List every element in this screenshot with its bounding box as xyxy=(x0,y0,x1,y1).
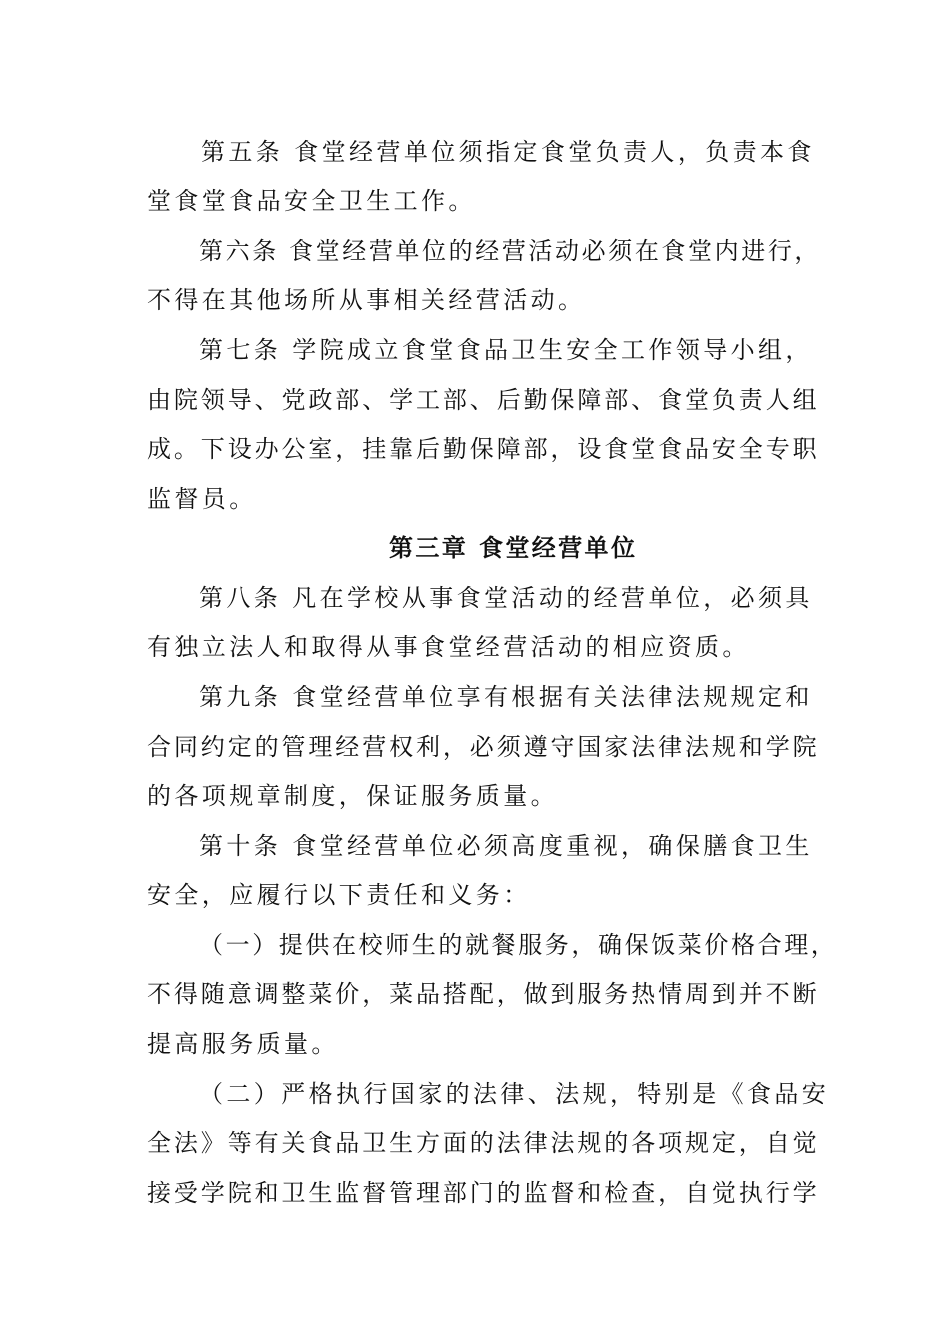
article-10-line-1: 第十条 食堂经营单位必须高度重视，确保膳食卫生 xyxy=(199,832,813,860)
article-5-line-2: 堂食堂食品安全卫生工作。 xyxy=(147,187,476,215)
article-5-line-1: 第五条 食堂经营单位须指定食堂负责人，负责本食 xyxy=(201,138,815,166)
article-7-line-4: 监督员。 xyxy=(147,485,257,513)
article-8-line-1: 第八条 凡在学校从事食堂活动的经营单位，必须具 xyxy=(199,584,813,612)
article-10-line-2: 安全，应履行以下责任和义务： xyxy=(147,881,531,909)
item-2-line-2: 全法》等有关食品卫生方面的法律法规的各项规定，自觉 xyxy=(147,1129,820,1157)
chapter-3-heading: 第三章 食堂经营单位 xyxy=(389,533,638,562)
item-1-line-3: 提高服务质量。 xyxy=(147,1030,339,1058)
article-7-line-3: 成。下设办公室，挂靠后勤保障部，设食堂食品安全专职 xyxy=(147,435,820,463)
article-7-line-2: 由院领导、党政部、学工部、后勤保障部、食堂负责人组 xyxy=(147,386,820,414)
item-1-line-1: （一）提供在校师生的就餐服务，确保饭菜价格合理， xyxy=(199,931,838,959)
article-6-line-1: 第六条 食堂经营单位的经营活动必须在食堂内进行， xyxy=(199,237,822,265)
article-8-line-2: 有独立法人和取得从事食堂经营活动的相应资质。 xyxy=(147,633,750,661)
article-9-line-3: 的各项规章制度，保证服务质量。 xyxy=(147,782,558,810)
article-6-line-2: 不得在其他场所从事相关经营活动。 xyxy=(147,286,586,314)
item-1-line-2: 不得随意调整菜价，菜品搭配，做到服务热情周到并不断 xyxy=(147,980,820,1008)
article-9-line-1: 第九条 食堂经营单位享有根据有关法律法规规定和 xyxy=(199,683,813,711)
item-2-line-1: （二）严格执行国家的法律、法规，特别是《食品安 xyxy=(199,1080,830,1108)
item-2-line-3: 接受学院和卫生监督管理部门的监督和检查，自觉执行学 xyxy=(147,1179,820,1207)
article-9-line-2: 合同约定的管理经营权利，必须遵守国家法律法规和学院 xyxy=(147,733,820,761)
article-7-line-1: 第七条 学院成立食堂食品卫生安全工作领导小组， xyxy=(199,336,813,364)
